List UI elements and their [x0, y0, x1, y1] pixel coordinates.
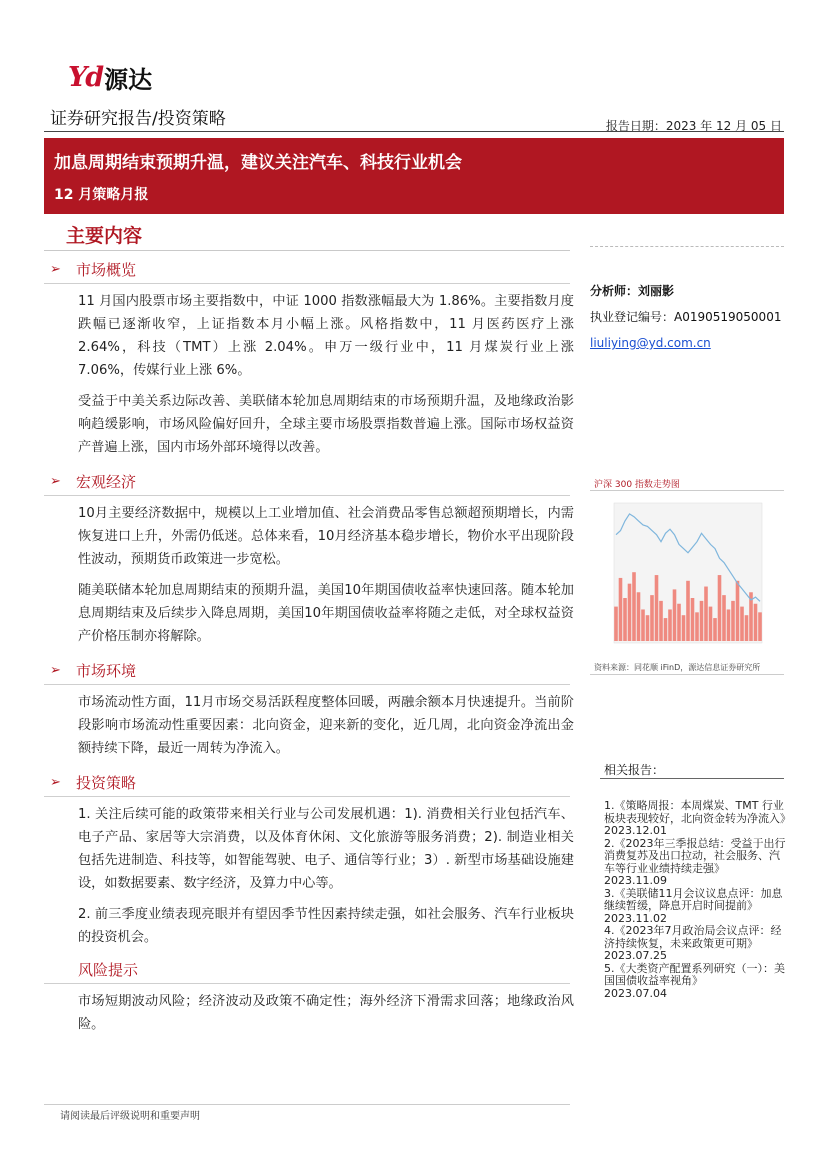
- related-report-date: 2023.11.09: [604, 874, 667, 887]
- related-reports-list: [604, 799, 791, 1000]
- arrow-icon: ➢: [50, 261, 61, 277]
- header-divider: [44, 131, 784, 132]
- volume-bar: [673, 589, 677, 641]
- paragraph: 1. 关注后续可能的政策带来相关行业与公司发展机遇：1). 消费相关行业包括汽车、电子产品、家居等大宗消费，以及体育休闲、文化旅游等服务消费；2). 制造业相关包括先进制造、科技等，如智能驾驶、电子、通信等行业；3）. 新型市场基础设施建设，如数据要素、数字经济，及算力中心等。: [78, 807, 574, 891]
- volume-bar: [664, 618, 668, 641]
- arrow-icon: ➢: [50, 473, 61, 489]
- related-report-link[interactable]: 4.《2023年7月政治局会议点评：经济持续恢复，未来政策更可期》: [604, 924, 782, 950]
- paragraph: 受益于中美关系边际改善、美联储本轮加息周期结束的市场预期升温，及地缘政治影响趋缓影响，市场风险偏好回升，全球主要市场股票指数普遍上涨。国际市场权益资产普遍上涨，国内市场外部环境得以改善。: [78, 394, 574, 455]
- sidebar-divider: [590, 246, 784, 247]
- volume-bar: [731, 601, 735, 641]
- related-report-link[interactable]: 3.《美联储11月会议议息点评：加息继续暂缓，降息开启时间提前》: [604, 886, 783, 912]
- related-report-date: 2023.12.01: [604, 824, 667, 837]
- section-title: 市场概览: [76, 260, 137, 279]
- related-reports-title: 相关报告：: [604, 763, 665, 777]
- section-header: [44, 255, 574, 283]
- volume-bar: [646, 615, 650, 641]
- paragraph: 市场流动性方面，11月市场交易活跃程度整体回暖，两融余额本月快速提升。当前阶段影响市场流动性重要因素：北向资金，迎来新的变化，近几周，北向资金净流出金额持续下降，最近一周转为净流入。: [78, 695, 574, 756]
- volume-bar: [722, 595, 726, 641]
- volume-bar: [637, 592, 641, 641]
- report-date: 报告日期：2023 年 12 月 05 日: [605, 119, 782, 133]
- section-divider: [44, 983, 570, 984]
- hs300-chart: [594, 495, 780, 655]
- logo-mark: Yd: [68, 61, 103, 93]
- related-report-link[interactable]: 2.《2023年三季报总结：受益于出行消费复苏及出口拉动，社会服务、汽车等行业业绩持续走强》: [604, 836, 786, 875]
- paragraph: 10月主要经济数据中，规模以上工业增加值、社会消费品零售总额超预期增长，内需恢复进口上升，外需仍低迷。总体来看，10月经济基本稳步增长，物价水平出现阶段性波动，预期货币政策进一步宽松。: [78, 506, 574, 567]
- volume-bar: [682, 615, 686, 641]
- related-divider: [600, 778, 784, 779]
- volume-bar: [718, 575, 722, 641]
- chart-source-divider: [590, 674, 784, 675]
- volume-bar: [713, 618, 717, 641]
- section-title: 投资策略: [76, 773, 137, 792]
- report-title: 加息周期结束预期升温，建议关注汽车、科技行业机会: [54, 153, 462, 173]
- analyst-name: 分析师：刘丽影: [590, 284, 675, 298]
- section-title: 宏观经济: [76, 472, 137, 491]
- main-content-title: 主要内容: [66, 225, 143, 247]
- volume-bar: [632, 572, 636, 641]
- section-divider: [44, 495, 570, 496]
- main-title-divider: [44, 250, 570, 251]
- section-header: [44, 768, 574, 796]
- section-divider: [44, 796, 570, 797]
- section-title: 市场环境: [76, 661, 137, 680]
- footer-divider: [44, 1104, 570, 1105]
- section-divider: [44, 684, 570, 685]
- analyst-registration: 执业登记编号：A0190519050001: [590, 310, 782, 324]
- volume-bar: [758, 612, 762, 641]
- related-report-link[interactable]: 5.《大类资产配置系列研究（一）：美国国债收益率视角》: [604, 961, 785, 987]
- logo-text: 源达: [104, 65, 153, 94]
- volume-bar: [659, 601, 663, 641]
- volume-bar: [709, 607, 713, 641]
- volume-bar: [650, 595, 654, 641]
- volume-bar: [704, 587, 708, 641]
- report-category: 证券研究报告/投资策略: [50, 109, 226, 129]
- volume-bar: [641, 609, 645, 641]
- section-header: [44, 656, 574, 684]
- chart-divider: [590, 490, 784, 491]
- volume-bar: [623, 598, 627, 641]
- arrow-icon: ➢: [50, 662, 61, 678]
- chart-title: 沪深 300 指数走势图: [594, 480, 680, 490]
- risk-text: 市场短期波动风险；经济波动及政策不确定性；海外经济下滑需求回落；地缘政治风险。: [78, 994, 574, 1032]
- volume-bar: [700, 601, 704, 641]
- volume-bar: [614, 607, 618, 641]
- paragraph: 2. 前三季度业绩表现亮眼并有望因季节性因素持续走强，如社会服务、汽车行业板块的投资机会。: [78, 907, 574, 945]
- footer-disclaimer: 请阅读最后评级说明和重要声明: [60, 1111, 200, 1122]
- brand-logo: [68, 62, 152, 92]
- risk-title: 风险提示: [78, 961, 139, 979]
- related-report-date: 2023.07.04: [604, 986, 667, 1000]
- related-report-date: 2023.07.25: [604, 949, 667, 962]
- volume-bar: [745, 615, 749, 641]
- analyst-email-link[interactable]: liuliying@yd.com.cn: [590, 336, 711, 350]
- volume-bar: [691, 598, 695, 641]
- main-content: [44, 252, 574, 1044]
- volume-bar: [754, 604, 758, 641]
- related-report-date: 2023.11.02: [604, 911, 667, 925]
- volume-bar: [655, 575, 659, 641]
- volume-bar: [619, 578, 623, 641]
- section-header: [44, 467, 574, 495]
- paragraph: 11 月国内股票市场主要指数中，中证 1000 指数涨幅最大为 1.86%。主要指数月度跌幅已逐渐收窄，上证指数本月小幅上涨。风格指数中，11 月医药医疗上涨 2.64%，科技（TMT）上涨 2.04%。申万一级行业中，11 月煤炭行业上涨 7.06%，传媒行业上涨 6%。: [78, 294, 574, 378]
- volume-bar: [677, 604, 681, 641]
- chart-source: 资料来源：同花顺 iFinD，源达信息证券研究所: [594, 663, 761, 672]
- volume-bar: [686, 581, 690, 641]
- related-report-link[interactable]: 1.《策略周报：本周煤炭、TMT 行业板块表现较好，北向资金转为净流入》: [604, 799, 791, 825]
- volume-bar: [628, 584, 632, 641]
- volume-bar: [736, 581, 740, 641]
- volume-bar: [727, 609, 731, 641]
- paragraph: 随美联储本轮加息周期结束的预期升温，美国10年期国债收益率快速回落。随本轮加息周期结束及后续步入降息周期，美国10年期国债收益率将随之走低，对全球权益资产价格压制亦将解除。: [78, 583, 574, 644]
- report-subtitle: 12 月策略月报: [54, 187, 149, 203]
- title-banner: [44, 138, 784, 214]
- volume-bar: [695, 612, 699, 641]
- volume-bar: [668, 609, 672, 641]
- section-divider: [44, 283, 570, 284]
- arrow-icon: ➢: [50, 774, 61, 790]
- volume-bar: [740, 607, 744, 641]
